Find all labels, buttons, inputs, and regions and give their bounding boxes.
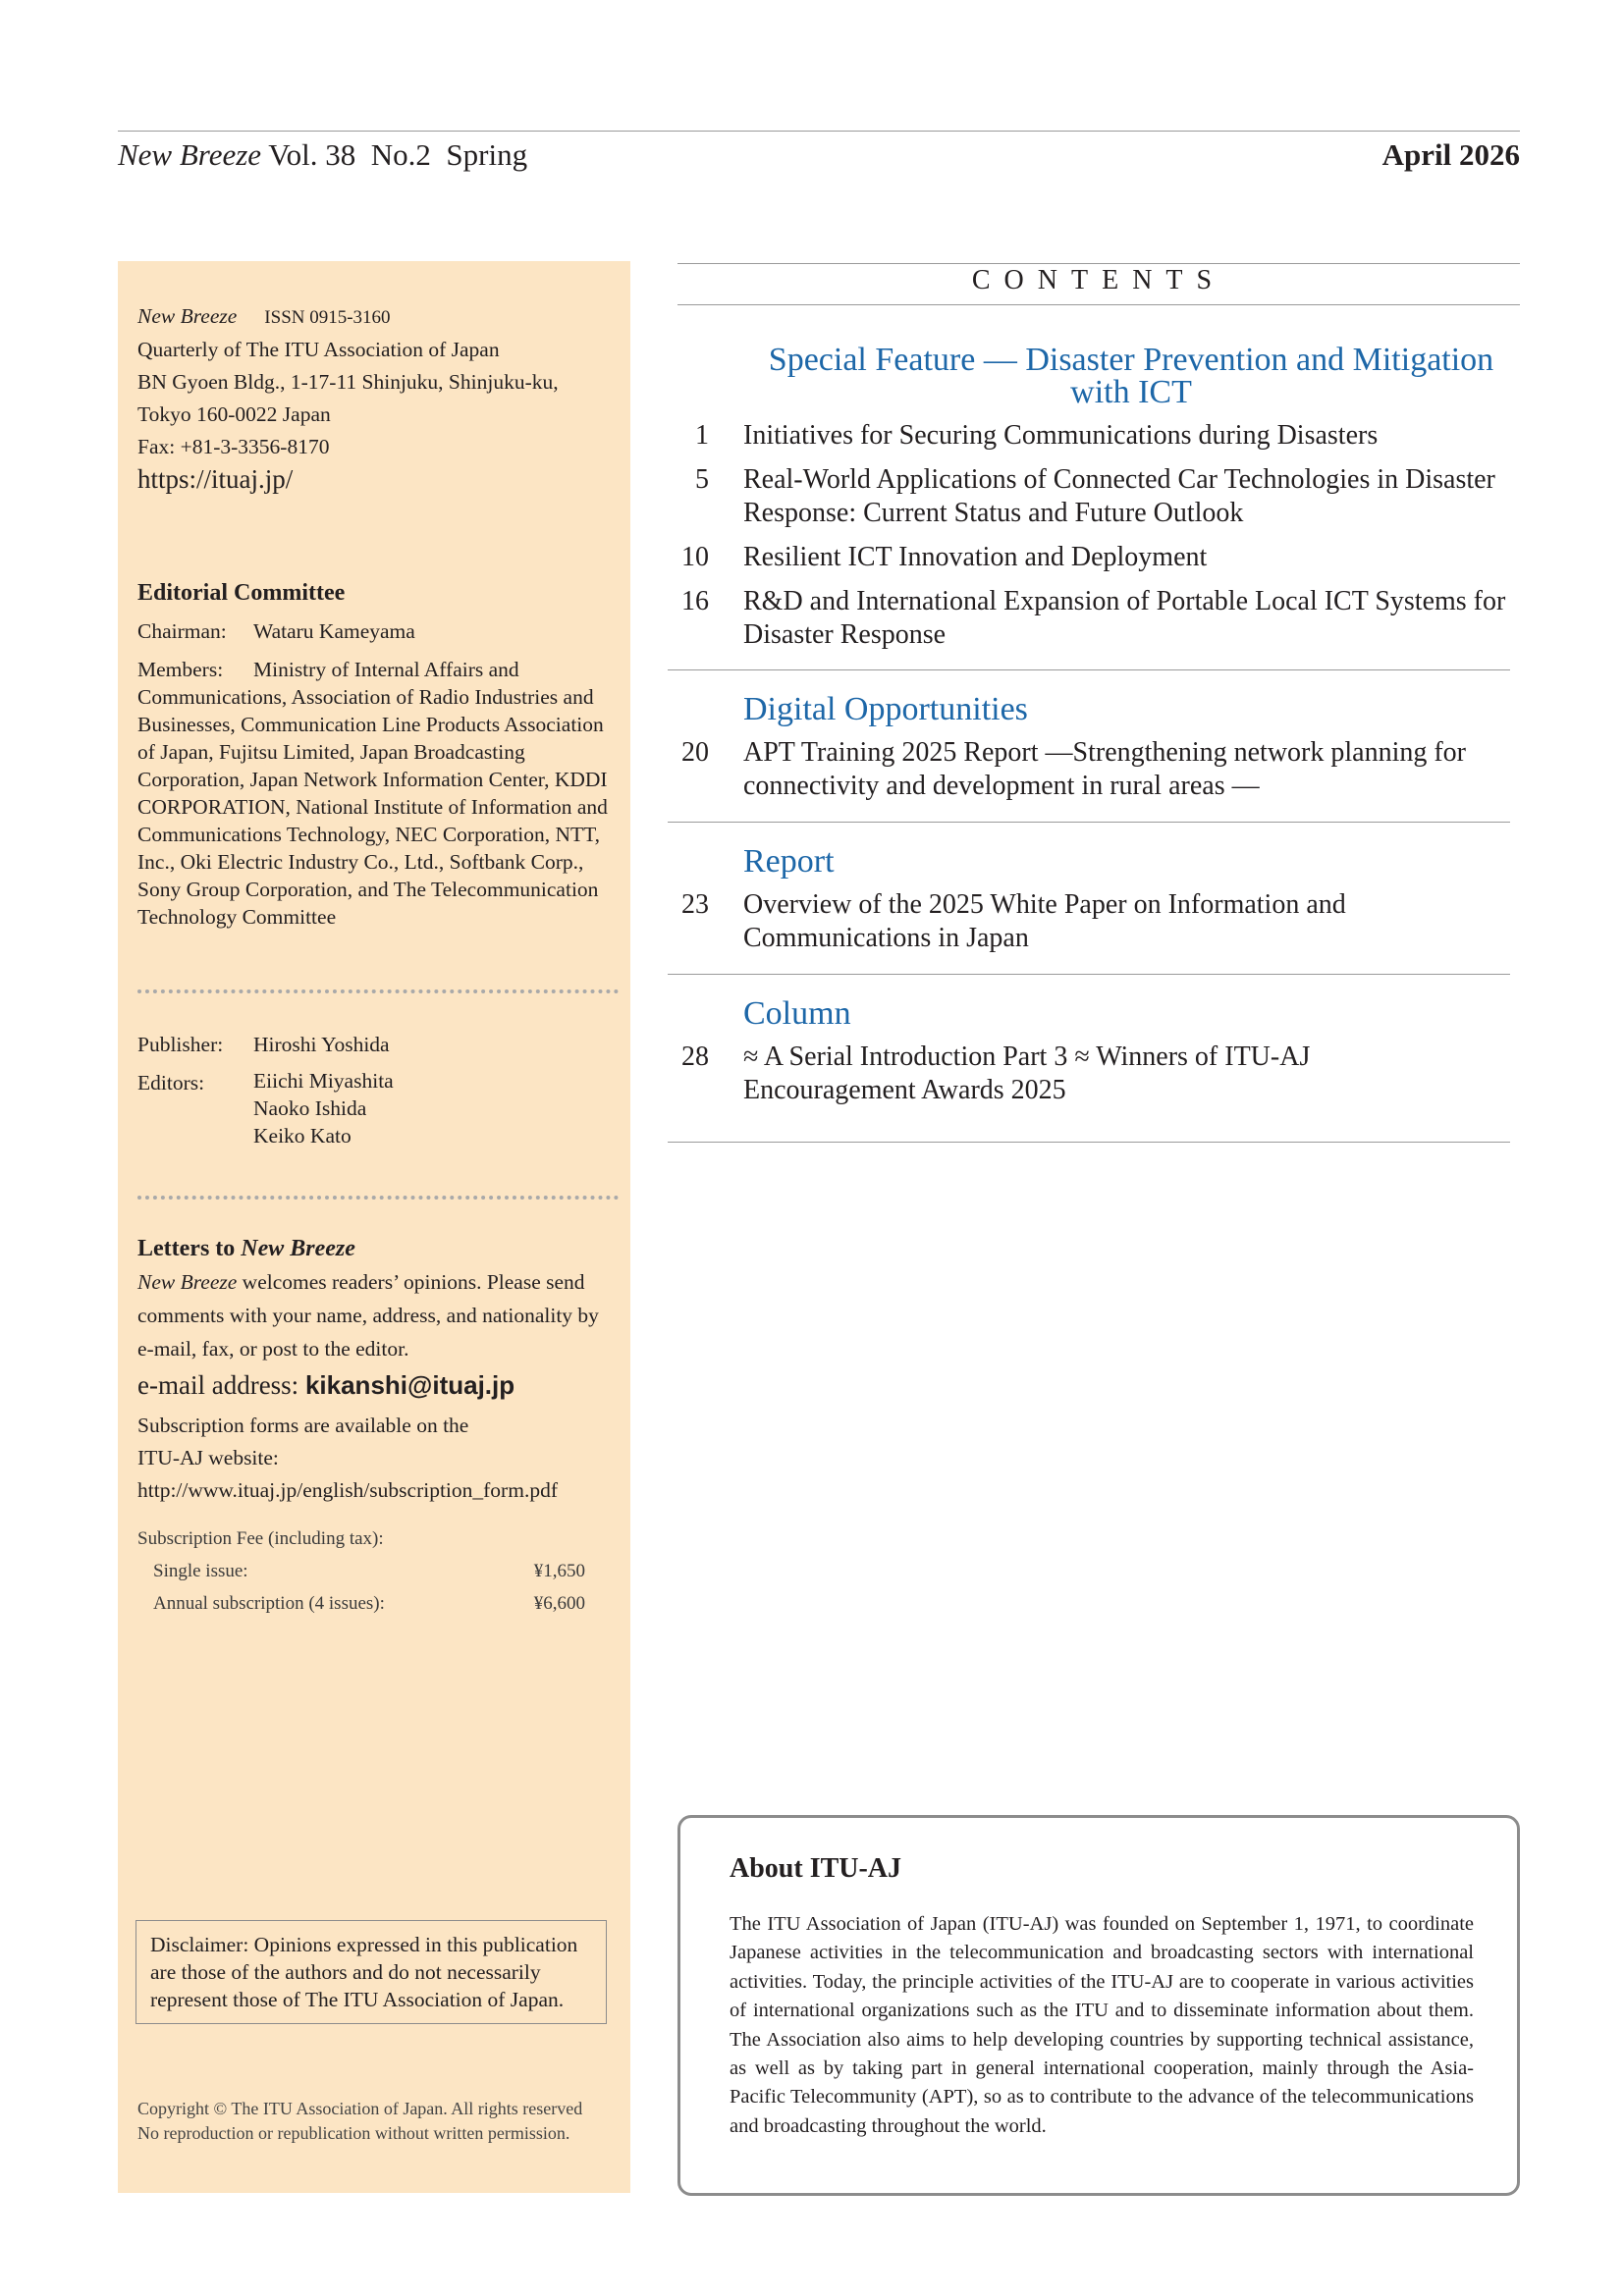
chairman-label: Chairman: bbox=[137, 619, 227, 643]
toc-title: R&D and International Expansion of Portable Local ICT Systems for Disaster Response bbox=[743, 586, 1506, 650]
address-line: Tokyo 160-0022 Japan bbox=[137, 402, 331, 426]
section-title: Special Feature — Disaster Prevention and Mitigation with ICT bbox=[768, 342, 1494, 410]
editor-name: Eiichi Miyashita bbox=[253, 1069, 394, 1093]
sidebar-panel bbox=[118, 261, 630, 2193]
members-list: Ministry of Internal Affairs and Communications, Association of Radio Industries and Businesses, Communication Line Products Association of Japan, Fujitsu Limited, Japan Broadcasting Corporation, Japan Network Information Center, KDDI CORPORATION, National Institute of Information and Communications Technology, NEC Corporation, NTT, Inc., Oki Electric Industry Co., Ltd., Softbank Corp., Sony Group Corporation, and The Telecommunication Technology Committee bbox=[137, 658, 608, 929]
toc-page-number: 5 bbox=[695, 464, 709, 495]
toc-entry[interactable] bbox=[668, 419, 1522, 453]
toc-page-number: 10 bbox=[681, 542, 709, 572]
toc-page-number: 23 bbox=[681, 889, 709, 920]
toc-page-number: 20 bbox=[681, 737, 709, 768]
issue-info bbox=[118, 137, 527, 173]
toc-title: Overview of the 2025 White Paper on Information and Communications in Japan bbox=[743, 889, 1346, 953]
masthead bbox=[137, 300, 559, 498]
section-title: Report bbox=[743, 843, 835, 880]
editor-name: Naoko Ishida bbox=[253, 1096, 367, 1120]
disclaimer-box: Disclaimer: Opinions expressed in this publication are those of the authors and do not necessarily represent those of The ITU Association of Japan. bbox=[135, 1920, 607, 2024]
toc-title: Real-World Applications of Connected Car Technologies in Disaster Response: Current Status and Future Outlook bbox=[743, 464, 1495, 528]
fee-label: Annual subscription (4 issues): bbox=[153, 1593, 385, 1614]
editorial-committee-title: Editorial Committee bbox=[137, 580, 346, 606]
toc-entry[interactable] bbox=[668, 1041, 1522, 1107]
website-link[interactable]: https://ituaj.jp/ bbox=[137, 464, 294, 494]
dotted-divider bbox=[137, 1196, 619, 1200]
letters-title-prefix: Letters to bbox=[137, 1236, 236, 1261]
fee-amount: ¥6,600 bbox=[533, 1593, 585, 1614]
toc-entry[interactable] bbox=[668, 541, 1522, 574]
about-title: About ITU-AJ bbox=[730, 1853, 902, 1884]
contents-heading-rule bbox=[677, 304, 1520, 305]
members-label: Members: bbox=[137, 658, 224, 681]
editor-name: Keiko Kato bbox=[253, 1124, 352, 1148]
publication-name: New Breeze bbox=[118, 137, 262, 172]
toc-entry[interactable] bbox=[668, 463, 1522, 530]
issn: ISSN 0915-3160 bbox=[264, 307, 391, 328]
toc-entry[interactable] bbox=[668, 736, 1522, 803]
masthead-publication: New Breeze bbox=[137, 304, 238, 328]
dotted-divider bbox=[137, 989, 619, 993]
about-text: The ITU Association of Japan (ITU-AJ) was founded on September 1, 1971, to coordinate Japanese activities in the telecommunication and broadcasting sectors with international activities. Today, the principle activities of the ITU-AJ are to cooperate in various activities of international organizations such as the ITU and to disseminate information about them. The Association also aims to help developing countries by supporting technical assistance, as well as by taking part in general international cooperation, mainly through the Asia-Pacific Telecommunity (APT), so as to contribute to the advance of the telecommunications and broadcasting throughout the world. bbox=[730, 1913, 1474, 2137]
email-label: e-mail address: bbox=[137, 1370, 299, 1400]
section-divider bbox=[668, 669, 1510, 670]
address-line: Quarterly of The ITU Association of Japan bbox=[137, 338, 500, 361]
subscription-url[interactable]: http://www.ituaj.jp/english/subscription_form.pdf bbox=[137, 1478, 558, 1502]
letters-block bbox=[137, 1233, 619, 1620]
fee-amount: ¥1,650 bbox=[533, 1561, 585, 1581]
fee-label: Single issue: bbox=[153, 1561, 248, 1581]
publisher-name: Hiroshi Yoshida bbox=[253, 1033, 390, 1056]
letters-title-publication: New Breeze bbox=[241, 1236, 355, 1261]
publisher-block bbox=[137, 1029, 619, 1149]
toc-title: Initiatives for Securing Communications during Disasters bbox=[743, 420, 1379, 451]
section-title: Digital Opportunities bbox=[743, 691, 1028, 727]
issue-date: April 2026 bbox=[1381, 137, 1520, 172]
copyright-notice: Copyright © The ITU Association of Japan. All rights reserved No reproduction or republication without written permission. bbox=[137, 2099, 583, 2143]
toc-page-number: 1 bbox=[695, 420, 709, 451]
section-divider bbox=[668, 822, 1510, 823]
header-rule bbox=[118, 131, 1520, 132]
subscription-forms-text: Subscription forms are available on the ITU-AJ website: bbox=[137, 1414, 469, 1469]
about-box bbox=[677, 1815, 1520, 2196]
editors-label: Editors: bbox=[137, 1071, 205, 1095]
toc-page-number: 28 bbox=[681, 1041, 709, 1072]
toc-entry[interactable] bbox=[668, 888, 1522, 955]
fax-line: Fax: +81-3-3356-8170 bbox=[137, 435, 330, 458]
toc-title: Resilient ICT Innovation and Deployment bbox=[743, 542, 1208, 572]
volume-info: Vol. 38 No.2 Spring bbox=[268, 137, 528, 172]
toc-title: APT Training 2025 Report —Strengthening network planning for connectivity and development in rural areas — bbox=[743, 737, 1466, 801]
letters-body: welcomes readers’ opinions. Please send comments with your name, address, and nationality by e-mail, fax, or post to the editor. bbox=[137, 1270, 599, 1361]
fee-row-annual bbox=[137, 1587, 585, 1620]
fee-row-single bbox=[137, 1555, 585, 1587]
chairman-name: Wataru Kameyama bbox=[253, 619, 415, 643]
contents-heading: CONTENTS bbox=[971, 265, 1226, 295]
section-divider bbox=[668, 974, 1510, 975]
toc-title: ≈ A Serial Introduction Part 3 ≈ Winners of ITU-AJ Encouragement Awards 2025 bbox=[743, 1041, 1311, 1105]
letters-publication: New Breeze bbox=[137, 1270, 238, 1294]
section-title: Column bbox=[743, 995, 851, 1032]
toc-entry[interactable] bbox=[668, 585, 1522, 652]
section-divider bbox=[668, 1142, 1510, 1143]
publisher-label: Publisher: bbox=[137, 1033, 224, 1056]
address-line: BN Gyoen Bldg., 1-17-11 Shinjuku, Shinjuku-ku, bbox=[137, 370, 559, 394]
fee-title: Subscription Fee (including tax): bbox=[137, 1528, 384, 1549]
editorial-committee bbox=[137, 577, 619, 931]
contents-top-rule bbox=[677, 263, 1520, 264]
email-address[interactable]: kikanshi@ituaj.jp bbox=[304, 1370, 515, 1400]
toc-page-number: 16 bbox=[681, 586, 709, 616]
